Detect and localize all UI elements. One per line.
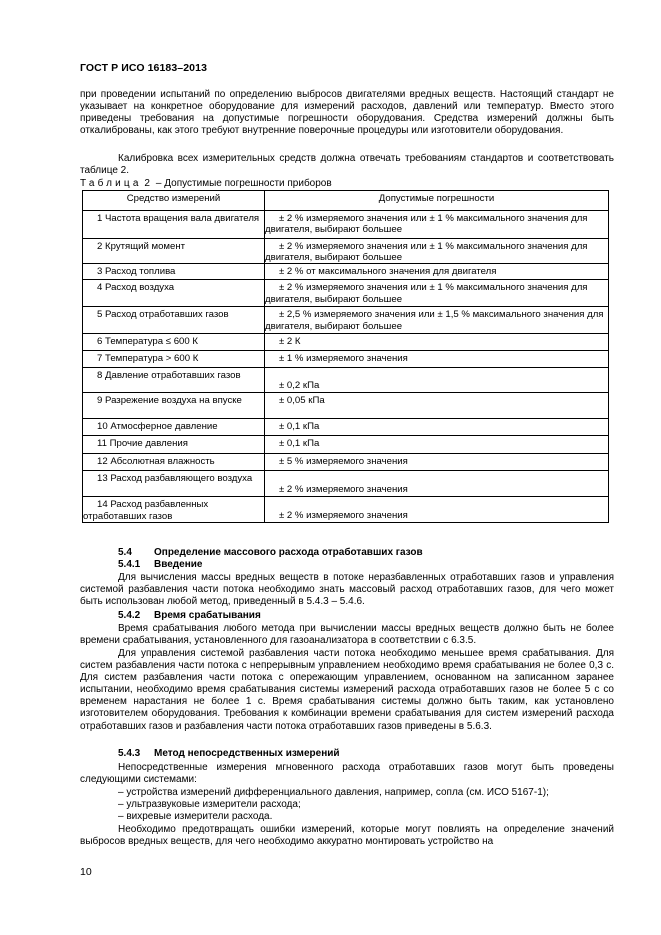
table-header-instrument: Средство измерений (83, 191, 265, 211)
section-5-4-1-heading (118, 559, 202, 571)
section-5-4-3-text-1: Непосредственные измерения мгновенного расхода отработавших газов могут быть проведены следующими системами: (80, 762, 614, 786)
table-cell-tolerance: ± 2,5 % измеряемого значения или ± 1,5 % максимального значения для двигателя, выбирают большее (265, 307, 609, 334)
section-5-4-3-title: Метод непосредственных измерений (154, 748, 340, 759)
table-row (83, 280, 609, 307)
section-5-4-3-text-2: Необходимо предотвращать ошибки измерений, которые могут повлиять на определение значений выбросов вредных веществ, для чего необходимо аккуратно монтировать устройство на (80, 824, 614, 848)
table-cell-instrument: 10 Атмосферное давление (83, 419, 265, 436)
section-5-4-heading (118, 547, 423, 559)
table-caption-text: – Допустимые погрешности приборов (153, 178, 332, 189)
section-5-4-1-title: Введение (154, 559, 203, 570)
table-cell-tolerance: ± 5 % измеряемого значения (265, 454, 609, 471)
intro-paragraph-2: Калибровка всех измерительных средств должна отвечать требованиям стандартов и соответствовать таблице 2. (80, 153, 614, 177)
table-cell-instrument: 12 Абсолютная влажность (83, 454, 265, 471)
table-row (83, 419, 609, 436)
table-row (83, 368, 609, 393)
tolerance-table (82, 190, 609, 523)
table-caption (80, 178, 332, 190)
section-5-4-2-number: 5.4.2 (118, 610, 141, 621)
table-row (83, 497, 609, 523)
section-5-4-1-number: 5.4.1 (118, 559, 141, 570)
intro-paragraph-1: при проведении испытаний по определению выбросов двигателями вредных веществ. Настоящий стандарт не указывает на конкретное оборудование для измерений расходов, давлений или температур. Вместо этого приведены требования на допустимые погрешности оборудования. Средства измерений должны быть откалиброваны, как этого требуют внутренние поверочные процедуры или изготовители оборудования. (80, 89, 614, 137)
table-row (83, 239, 609, 264)
table-cell-instrument: 1 Частота вращения вала двигателя (83, 211, 265, 239)
table-cell-instrument: 6 Температура ≤ 600 К (83, 334, 265, 351)
section-5-4-title: Определение массового расхода отработавших газов (154, 547, 423, 558)
table-cell-instrument: 4 Расход воздуха (83, 280, 265, 307)
table-cell-tolerance: ± 2 % измеряемого значения или ± 1 % максимального значения для двигателя, выбирают большее (265, 280, 609, 307)
section-5-4-number: 5.4 (118, 547, 132, 558)
table-row (83, 436, 609, 454)
table-row (83, 264, 609, 280)
table-cell-tolerance: ± 2 % измеряемого значения (265, 497, 609, 523)
table-cell-tolerance: ± 0,05 кПа (265, 393, 609, 419)
page-number: 10 (80, 866, 92, 878)
section-5-4-2-heading (118, 610, 261, 622)
table-row (83, 334, 609, 351)
table-cell-instrument: 9 Разрежение воздуха на впуске (83, 393, 265, 419)
table-cell-tolerance: ± 2 К (265, 334, 609, 351)
table-cell-tolerance: ± 2 % измеряемого значения или ± 1 % максимального значения для двигателя, выбирают большее (265, 211, 609, 239)
table-cell-tolerance: ± 2 % измеряемого значения (265, 471, 609, 497)
document-header: ГОСТ Р ИСО 16183–2013 (80, 62, 208, 74)
table-cell-tolerance: ± 0,1 кПа (265, 436, 609, 454)
table-cell-instrument: 5 Расход отработавших газов (83, 307, 265, 334)
table-header-row (83, 191, 609, 211)
table-cell-tolerance: ± 2 % от максимального значения для двигателя (265, 264, 609, 280)
table-cell-tolerance: ± 0,2 кПа (265, 368, 609, 393)
table-caption-label: Таблица (80, 178, 142, 189)
table-cell-tolerance: ± 2 % измеряемого значения или ± 1 % максимального значения для двигателя, выбирают большее (265, 239, 609, 264)
section-5-4-3-heading (118, 748, 340, 760)
table-cell-tolerance: ± 1 % измеряемого значения (265, 351, 609, 368)
table-cell-instrument: 7 Температура > 600 К (83, 351, 265, 368)
table-cell-instrument: 3 Расход топлива (83, 264, 265, 280)
section-5-4-3-item-1: – устройства измерений дифференциального давления, например, сопла (см. ИСО 5167-1); (118, 787, 549, 798)
table-caption-number: 2 (144, 178, 154, 189)
section-5-4-3-item-3: – вихревые измерители расхода. (118, 811, 273, 822)
section-5-4-3-item-2: – ультразвуковые измерители расхода; (118, 799, 301, 810)
table-row (83, 307, 609, 334)
table-cell-instrument: 2 Крутящий момент (83, 239, 265, 264)
table-row (83, 393, 609, 419)
section-5-4-2-title: Время срабатывания (154, 610, 261, 621)
table-row (83, 471, 609, 497)
table-row (83, 351, 609, 368)
table-cell-instrument: 14 Расход разбавленных отработавших газов (83, 497, 265, 523)
section-5-4-2-text-1: Время срабатывания любого метода при вычислении массы вредных веществ должно быть не более времени срабатывания, установленного для газоанализатора в соответствии с 6.3.5. (80, 623, 614, 647)
table-cell-tolerance: ± 0,1 кПа (265, 419, 609, 436)
table-cell-instrument: 8 Давление отработавших газов (83, 368, 265, 393)
table-header-tolerance: Допустимые погрешности (265, 191, 609, 211)
table-cell-instrument: 11 Прочие давления (83, 436, 265, 454)
section-5-4-1-text: Для вычисления массы вредных веществ в потоке неразбавленных отработавших газов и управления системой разбавления части потока необходимо знать массовый расход отработавших газов, для чего может быть использован любой метод, приведенный в 5.4.3 – 5.4.6. (80, 572, 614, 608)
table-row (83, 454, 609, 471)
table-row (83, 211, 609, 239)
section-5-4-3-number: 5.4.3 (118, 748, 141, 759)
table-cell-instrument: 13 Расход разбавляющего воздуха (83, 471, 265, 497)
section-5-4-2-text-2: Для управления системой разбавления части потока необходимо меньшее время срабатывания. Для систем разбавления части потока с непрерывным управлением необходимо время срабатывания не более 0,3 с. Для систем разбавления части потока с опережающим управлением, основанном на записанном заранее испытании, необходимо время срабатывания системы измерений расхода отработавших газов не более 5 с со временем нарастания не более 1 с. Время срабатывания системы должно быть таким, как установлено изготовителем оборудования. Требования к комбинации времени срабатывания для систем измерений расхода отработавших газов и разбавления части потока отработавших газов приведены в 5.6.3. (80, 648, 614, 732)
